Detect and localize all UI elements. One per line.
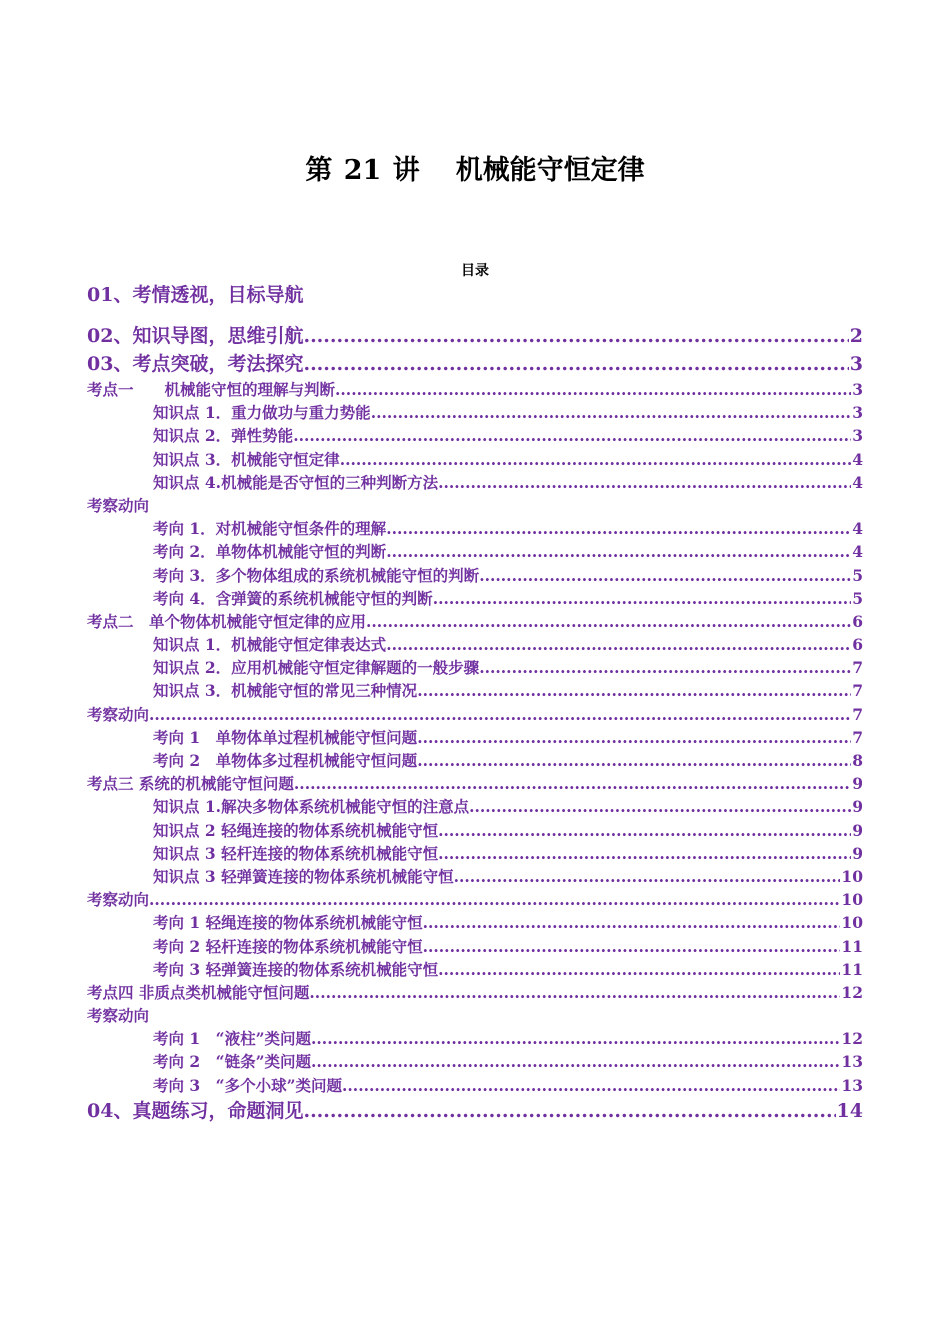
- toc-dot-leader: [438, 819, 851, 842]
- toc-entry-text: 知识点 3．机械能守恒的常见三种情况: [153, 681, 418, 701]
- toc-entry-text: 考点三 系统的机械能守恒问题: [87, 774, 294, 794]
- toc-page-number: 7: [852, 658, 863, 678]
- toc-entry[interactable]: [87, 448, 863, 471]
- toc-page-number: 9: [852, 843, 863, 863]
- toc-entry-text: 04、真题练习，命题洞见: [87, 1099, 304, 1122]
- toc-page-number: 13: [841, 1075, 863, 1095]
- toc-dot-leader: [479, 656, 851, 679]
- toc-heading: 目录: [461, 263, 489, 279]
- toc-dot-leader: [386, 540, 851, 563]
- toc-entry[interactable]: [87, 819, 863, 842]
- toc-entry-text: 考点二 单个物体机械能守恒定律的应用: [87, 611, 367, 631]
- toc-page-number: 13: [841, 1052, 863, 1072]
- toc-dot-leader: [340, 448, 852, 471]
- toc-dot-leader: [309, 981, 840, 1004]
- toc-page-number: 8: [852, 751, 863, 770]
- toc-entry[interactable]: [87, 378, 863, 401]
- toc-dot-leader: [438, 842, 851, 865]
- toc-dot-leader: [454, 865, 841, 888]
- toc-entry-text: 考向 2 单物体多过程机械能守恒问题: [153, 751, 418, 770]
- toc-dot-leader: [386, 517, 851, 540]
- toc-entry[interactable]: [87, 958, 863, 981]
- toc-entry-text: 考向 3．多个物体组成的系统机械能守恒的判断: [153, 565, 480, 585]
- toc-entry-text: 考向 1 轻绳连接的物体系统机械能守恒: [153, 913, 423, 933]
- toc-page-number: 2: [849, 325, 863, 347]
- toc-entry-text: 知识点 3 轻弹簧连接的物体系统机械能守恒: [153, 866, 454, 886]
- toc-page-number: 9: [852, 774, 863, 794]
- toc-entry[interactable]: [87, 610, 863, 633]
- toc-entry[interactable]: [87, 1097, 863, 1125]
- toc-page-number: 7: [852, 727, 863, 747]
- toc-entry[interactable]: [87, 911, 863, 934]
- toc-entry[interactable]: [87, 842, 863, 865]
- toc-entry[interactable]: [87, 322, 863, 350]
- toc-entry-text: 考向 2 轻杆连接的物体系统机械能守恒: [153, 936, 423, 956]
- document-title: [0, 148, 950, 187]
- toc-dot-leader: [293, 424, 851, 447]
- toc-entry[interactable]: [87, 564, 863, 587]
- toc-entry[interactable]: [87, 795, 863, 818]
- toc-entry[interactable]: [87, 1074, 863, 1097]
- toc-entry-text: 考向 2．单物体机械能守恒的判断: [153, 542, 387, 562]
- toc-dot-leader: [311, 1050, 840, 1073]
- toc-page-number: 4: [852, 542, 863, 562]
- toc-entry[interactable]: [87, 633, 863, 656]
- toc-dot-leader: [335, 378, 851, 401]
- toc-entry[interactable]: [87, 401, 863, 424]
- toc-entry[interactable]: [87, 888, 863, 911]
- toc-entry[interactable]: [87, 1027, 863, 1050]
- toc-dot-leader: [417, 726, 851, 749]
- toc-entry-text: 知识点 1．机械能守恒定律表达式: [153, 635, 387, 655]
- toc-page-number: 11: [841, 959, 863, 979]
- toc-entry-text: 考察动向: [87, 890, 150, 910]
- toc-entry-text: 知识点 2．应用机械能守恒定律解题的一般步骤: [153, 658, 480, 678]
- toc-entry[interactable]: [87, 1050, 863, 1073]
- toc-page-number: 12: [841, 1029, 863, 1049]
- toc-page-number: 11: [841, 936, 863, 956]
- toc-entry[interactable]: [87, 424, 863, 447]
- toc-entry-text: 知识点 1.解决多物体系统机械能守恒的注意点: [153, 797, 470, 817]
- toc-entry[interactable]: [87, 540, 863, 563]
- toc-entry-text: 知识点 4.机械能是否守恒的三种判断方法: [153, 472, 439, 492]
- toc-entry[interactable]: [87, 471, 863, 494]
- toc-entry-text: 考点四 非质点类机械能守恒问题: [87, 982, 310, 1002]
- toc-dot-leader: [366, 610, 851, 633]
- toc-page-number: 4: [852, 519, 863, 539]
- toc-page-number: 5: [852, 565, 863, 585]
- toc-entry[interactable]: [87, 587, 863, 610]
- toc-page-number: 4: [852, 449, 863, 469]
- toc-page-number: 9: [852, 797, 863, 817]
- toc-page-number: 6: [852, 611, 863, 631]
- toc-dot-leader: [423, 911, 841, 934]
- toc-entry[interactable]: [87, 772, 863, 795]
- toc-entry-text: 考点一 机械能守恒的理解与判断: [87, 380, 336, 399]
- toc-entry[interactable]: [87, 865, 863, 888]
- toc-dot-leader: [311, 1027, 840, 1050]
- table-of-contents: [87, 282, 863, 1125]
- toc-entry[interactable]: [87, 656, 863, 679]
- toc-page-number: 5: [852, 588, 863, 608]
- toc-dot-leader: [417, 749, 851, 772]
- toc-dot-leader: [386, 633, 851, 656]
- toc-page-number: 3: [849, 353, 863, 375]
- toc-page-number: 10: [841, 890, 863, 910]
- toc-entry-text: 考向 1．对机械能守恒条件的理解: [153, 519, 387, 539]
- toc-dot-leader: [423, 935, 841, 958]
- toc-dot-leader: [303, 322, 848, 350]
- toc-entry-text: 考向 4．含弹簧的系统机械能守恒的判断: [153, 588, 433, 608]
- toc-page-number: 7: [852, 681, 863, 701]
- toc-entry-text: 考察动向: [87, 495, 150, 515]
- toc-entry-first[interactable]: 01、考情透视，目标导航: [87, 284, 304, 306]
- toc-entry-text: 知识点 2 轻绳连接的物体系统机械能守恒: [153, 820, 439, 840]
- toc-entry[interactable]: [87, 935, 863, 958]
- toc-dot-leader: [371, 401, 852, 424]
- toc-page-number: 12: [841, 982, 863, 1002]
- toc-entry-text: 考察动向: [87, 1006, 150, 1026]
- toc-dot-leader: [479, 564, 851, 587]
- toc-entry[interactable]: [87, 703, 863, 726]
- toc-entry-text: 考向 3 “多个小球”类问题: [153, 1075, 343, 1095]
- toc-entry[interactable]: [87, 517, 863, 540]
- toc-page-number: 14: [836, 1099, 863, 1122]
- toc-page-number: 7: [852, 704, 863, 724]
- toc-entry[interactable]: [87, 749, 863, 772]
- toc-entry[interactable]: [87, 726, 863, 749]
- toc-entry[interactable]: [87, 679, 863, 702]
- toc-dot-leader: [294, 772, 851, 795]
- toc-entry[interactable]: [87, 494, 863, 517]
- toc-dot-leader: [303, 1097, 835, 1125]
- toc-dot-leader: [433, 587, 852, 610]
- toc-entry[interactable]: [87, 350, 863, 378]
- toc-dot-leader: [149, 703, 851, 726]
- toc-page-number: 10: [841, 913, 863, 933]
- toc-entry-text: 知识点 2．弹性势能: [153, 426, 294, 446]
- lecture-topic: 机械能守恒定律: [455, 155, 645, 186]
- toc-dot-leader: [469, 795, 851, 818]
- toc-entry-text: 考察动向: [87, 704, 150, 724]
- toc-entry-text: 考向 1 单物体单过程机械能守恒问题: [153, 727, 418, 747]
- toc-entry-text: 知识点 3．机械能守恒定律: [153, 449, 340, 469]
- lecture-number: 第 21 讲: [305, 155, 420, 186]
- toc-entry-text: 知识点 1．重力做功与重力势能: [153, 403, 371, 423]
- toc-dot-leader: [149, 888, 840, 911]
- toc-page-number: 6: [852, 635, 863, 655]
- toc-entry[interactable]: [87, 1004, 863, 1027]
- toc-entry[interactable]: [87, 981, 863, 1004]
- toc-page-number: 9: [852, 820, 863, 840]
- toc-entry-text: 考向 3 轻弹簧连接的物体系统机械能守恒: [153, 959, 439, 979]
- toc-entry-text: 考向 1 “液柱”类问题: [153, 1029, 312, 1049]
- toc-dot-leader: [438, 958, 840, 981]
- toc-entry-text: 考向 2 “链条”类问题: [153, 1052, 312, 1072]
- toc-entry-text: 02、知识导图，思维引航: [87, 325, 304, 347]
- toc-entry-text: 03、考点突破，考法探究: [87, 353, 304, 375]
- toc-dot-leader: [303, 350, 848, 378]
- toc-dot-leader: [417, 679, 851, 702]
- toc-dot-leader: [342, 1074, 840, 1097]
- toc-dot-leader: [438, 471, 851, 494]
- toc-page-number: 4: [852, 472, 863, 492]
- toc-entry-text: 知识点 3 轻杆连接的物体系统机械能守恒: [153, 843, 439, 863]
- toc-page-number: 3: [852, 380, 863, 399]
- toc-page-number: 3: [852, 426, 863, 446]
- toc-page-number: 10: [841, 866, 863, 886]
- toc-page-number: 3: [852, 403, 863, 423]
